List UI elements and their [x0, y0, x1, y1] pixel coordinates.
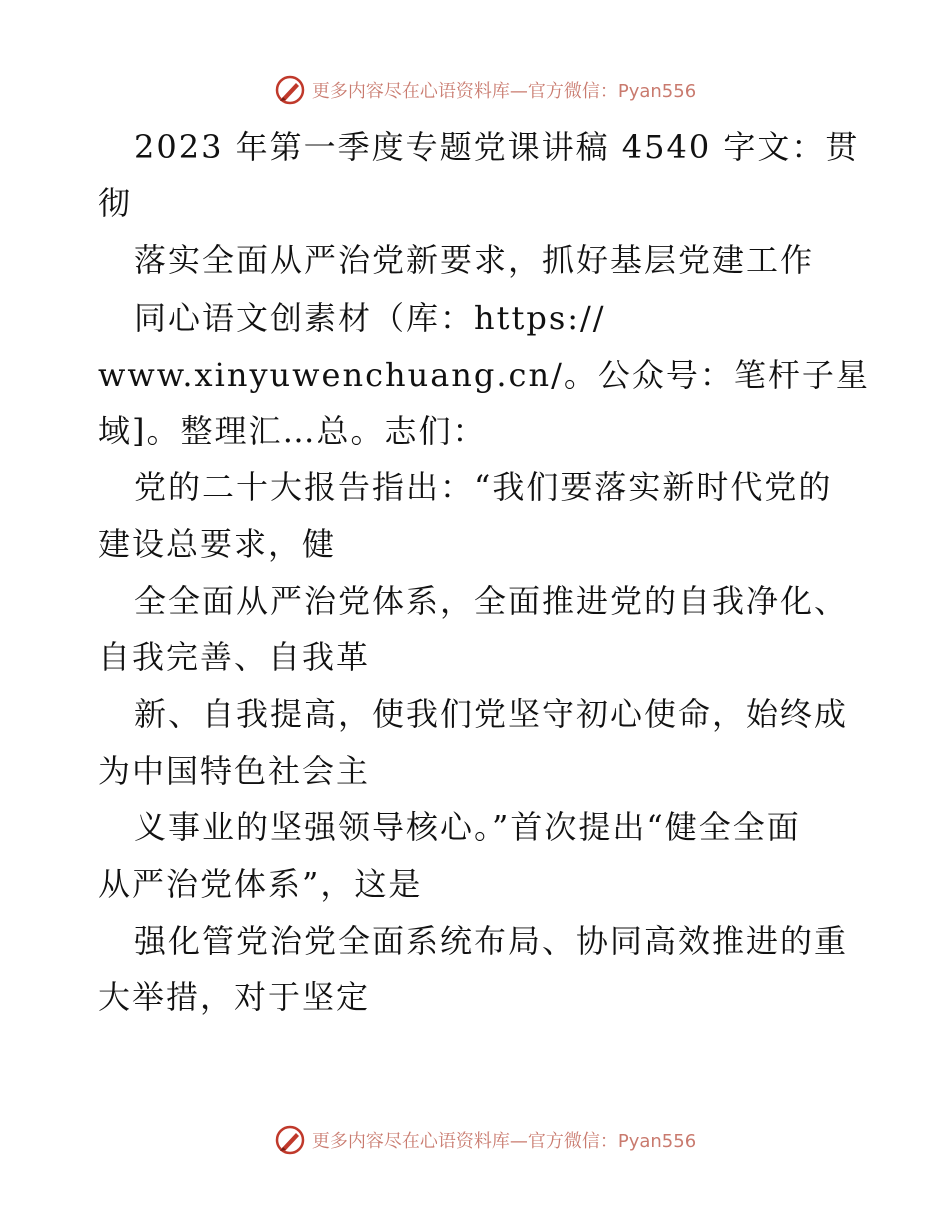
doc-line-7: 党的二十大报告指出：“我们要落实新时代党的 — [134, 468, 833, 506]
header-banner-text: 更多内容尽在心语资料库—官方微信：Pyan556 — [311, 81, 697, 102]
header-banner-inner — [274, 74, 696, 106]
doc-line-3: 落实全面从严治党新要求，抓好基层党建工作 — [134, 241, 815, 279]
pen-logo-icon — [274, 1124, 306, 1156]
doc-line-14: 从严治党体系”，这是 — [98, 865, 423, 903]
doc-line-9: 全全面从严治党体系，全面推进党的自我净化、 — [134, 582, 849, 620]
doc-line-15: 强化管党治党全面系统布局、协同高效推进的重 — [134, 922, 849, 960]
doc-line-6: 域]。整理汇…总。志们： — [98, 412, 487, 450]
doc-line-16: 大举措，对于坚定 — [98, 978, 371, 1016]
doc-line-4: 同心语文创素材（库：https:// — [134, 299, 606, 337]
doc-line-8: 建设总要求，健 — [98, 525, 337, 563]
pen-logo-icon — [274, 74, 306, 106]
doc-line-1: 2023 年第一季度专题党课讲稿 4540 字文：贯 — [134, 128, 860, 166]
header-watermark-banner — [0, 70, 950, 110]
footer-banner-inner — [274, 1124, 696, 1156]
doc-line-5: www.xinyuwenchuang.cn/。公众号：笔杆子星 — [98, 356, 870, 394]
doc-line-12: 为中国特色社会主 — [98, 752, 371, 790]
doc-line-10: 自我完善、自我革 — [98, 638, 371, 676]
footer-watermark-banner — [0, 1120, 950, 1160]
doc-line-2: 彻 — [98, 184, 133, 222]
footer-banner-text: 更多内容尽在心语资料库—官方微信：Pyan556 — [311, 1131, 697, 1152]
doc-line-13: 义事业的坚强领导核心。”首次提出“健全全面 — [134, 808, 801, 846]
doc-line-11: 新、自我提高，使我们党坚守初心使命，始终成 — [134, 695, 849, 733]
